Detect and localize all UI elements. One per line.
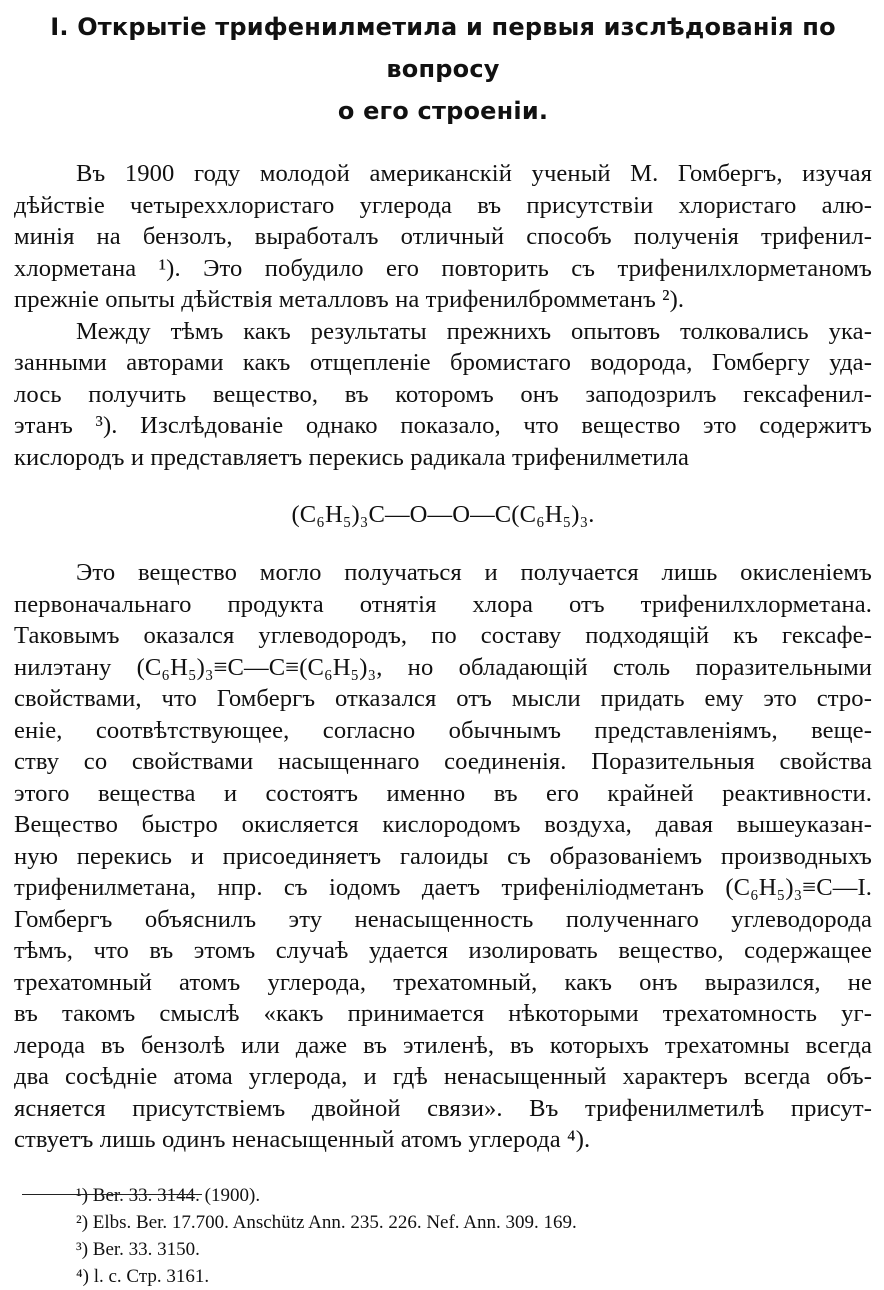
footnote: ³) Ber. 33. 3150. xyxy=(76,1238,200,1260)
text-line: тѣмъ, что въ этомъ случаѣ удается изолировать вещество, содержащее xyxy=(14,937,872,964)
text-line: Въ 1900 году молодой американскій ученый М. Гомбергъ, изучая xyxy=(76,160,872,187)
paragraph-1 xyxy=(14,158,872,316)
text-line: ству со свойствами насыщеннаго соединенія. Поразительныя свойства xyxy=(14,748,872,775)
text-line: Это вещество могло получаться и получается лишь окисленіемъ xyxy=(76,559,872,586)
text-line: этанъ ³). Изслѣдованіе однако показало, что вещество это содержитъ xyxy=(14,412,872,439)
footnotes-block xyxy=(14,1182,872,1290)
text-line: нилэтану (C₆H₅)₃≡C—C≡(C₆H₅)₃, но обладающій столь поразительными xyxy=(14,653,872,681)
text-line: Таковымъ оказался углеводородъ, по составу подходящій къ гексафе- xyxy=(14,622,872,649)
text-line: въ такомъ смыслѣ «какъ принимается нѣкоторыми трехатомность уг- xyxy=(14,1000,872,1027)
text-line: дѣйствіе четыреххлористаго углерода въ присутствіи хлористаго алю- xyxy=(14,191,872,219)
footnote: ²) Elbs. Ber. 17.700. Anschütz Ann. 235. 226. Nef. Ann. 309. 169. xyxy=(76,1211,577,1233)
text-line: хлорметана ¹). Это побудило его повторить съ трифенилхлорметаномъ xyxy=(14,254,872,282)
text-line: Между тѣмъ какъ результаты прежнихъ опытовъ толковались ука- xyxy=(76,317,872,345)
text-line: лось получить вещество, въ которомъ онъ заподозрилъ гексафенил- xyxy=(14,380,872,408)
text-line: минія на бензолъ, выработалъ отличный способъ полученія трифенил- xyxy=(14,223,872,250)
text-line: ствуетъ лишь одинъ ненасыщенный атомъ углерода ⁴). xyxy=(14,1126,591,1153)
text-line: еніе, соотвѣтствующее, согласно обычнымъ представленіямъ, веще- xyxy=(14,716,872,744)
footnote: ¹) Ber. 33. 3144. (1900). xyxy=(76,1184,261,1206)
text-line: Вещество быстро окисляется кислородомъ воздуха, давая вышеуказан- xyxy=(14,811,872,838)
chemical-formula: (C₆H₅)₃C—O—O—C(C₆H₅)₃. xyxy=(291,501,595,528)
text-line: ясняется присутствіемъ двойной связи». Въ трифенилметилѣ присут- xyxy=(14,1094,872,1122)
paragraph-2 xyxy=(14,316,872,474)
text-line: прежніе опыты дѣйствія металловъ на трифенилбромметанъ ²). xyxy=(14,286,685,313)
text-line: первоначальнаго продукта отнятія хлора отъ трифенилхлорметана. xyxy=(14,590,872,618)
heading-line-1: I. Открытіе трифенилметила и первыя изслѣдованія по вопросу xyxy=(50,13,836,83)
text-line: ную перекись и присоединяетъ галоиды съ образованіемъ производныхъ xyxy=(14,842,872,870)
text-line: трифенилметана, нпр. съ іодомъ даетъ трифеніліодметанъ (C₆H₅)₃≡C—I. xyxy=(14,874,872,901)
text-line: занными авторами какъ отщепленіе бромистаго водорода, Гомбергу уда- xyxy=(14,349,872,376)
text-line: кислородъ и представляетъ перекись радикала трифенилметила xyxy=(14,443,689,471)
body-text xyxy=(14,158,872,1156)
paragraph-3 xyxy=(14,557,872,1156)
text-line: этого вещества и состоятъ именно въ его крайней реактивности. xyxy=(14,779,872,807)
footnote-rule xyxy=(22,1194,202,1195)
text-line: лерода въ бензолѣ или даже въ этиленѣ, въ которыхъ трехатомны всегда xyxy=(14,1031,872,1059)
text-line: трехатомный атомъ углерода, трехатомный, какъ онъ выразился, не xyxy=(14,968,872,996)
section-heading xyxy=(14,6,872,132)
footnote: ⁴) l. c. Стр. 3161. xyxy=(76,1265,210,1287)
footnotes xyxy=(14,1182,872,1290)
text-line: Гомбергъ объяснилъ эту ненасыщенность полученнаго углеводорода xyxy=(14,905,872,933)
heading-line-2: о его строеніи. xyxy=(337,97,549,125)
text-line: свойствами, что Гомбергъ отказался отъ мысли придать ему это стро- xyxy=(14,685,872,712)
page xyxy=(14,6,872,1290)
text-line: два сосѣдніе атома углерода, и гдѣ ненасыщенный характеръ всегда объ- xyxy=(14,1063,872,1090)
